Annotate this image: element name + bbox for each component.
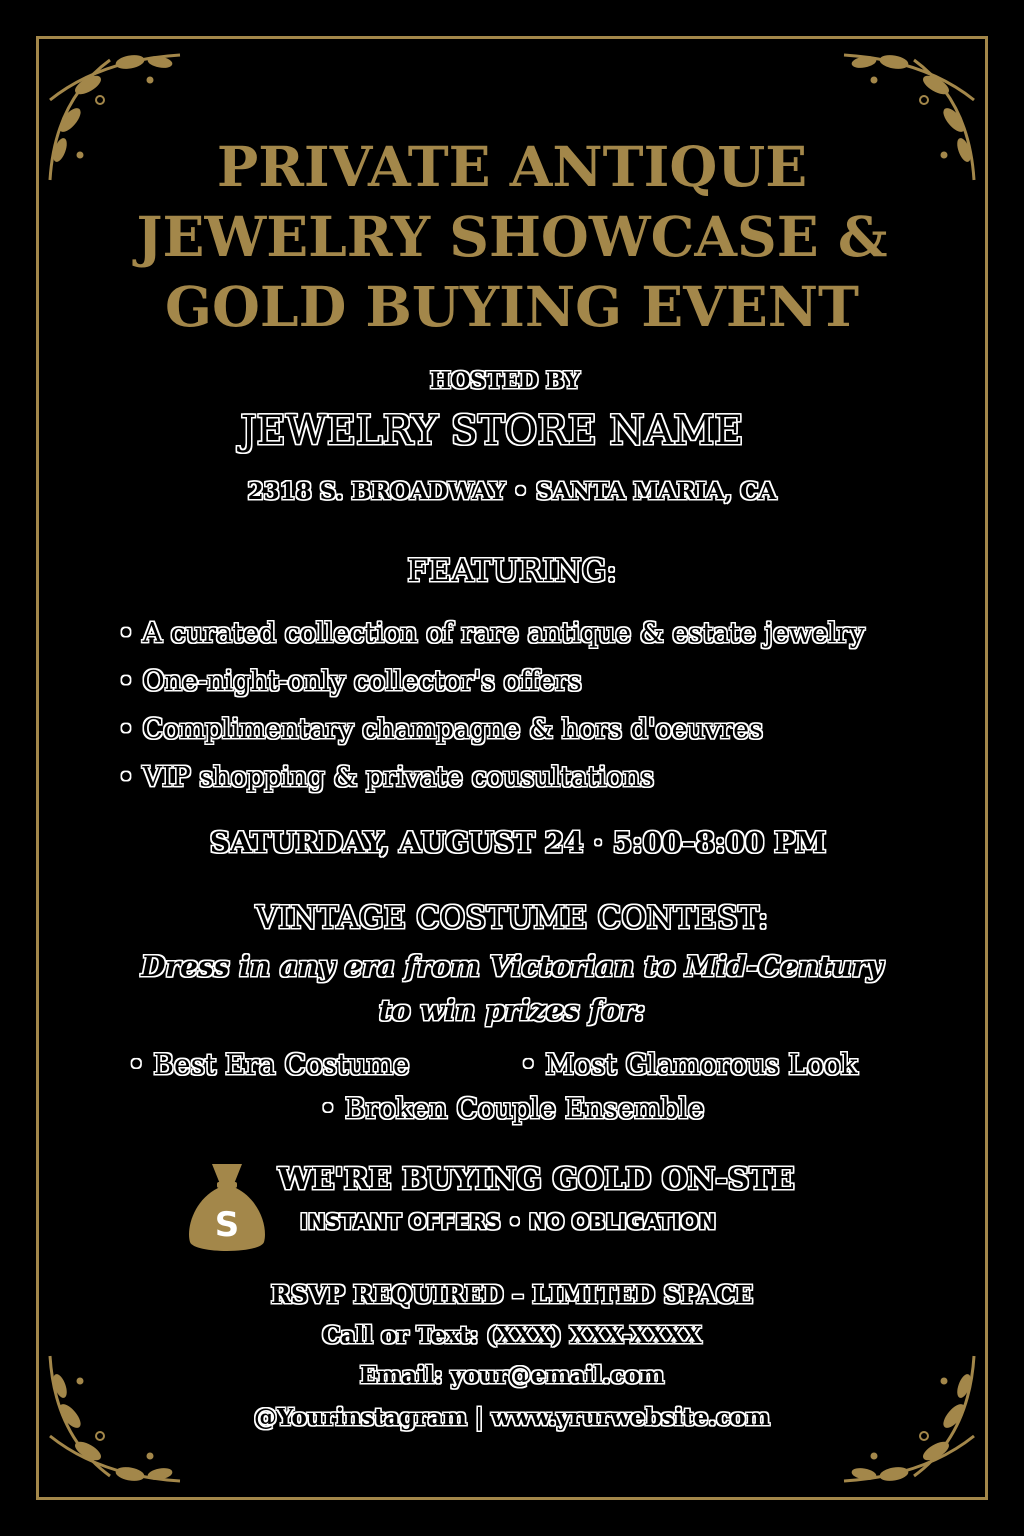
buying-gold-subheading: INSTANT OFFERS • NO OBLIGATION [300, 1210, 717, 1234]
feature-item: • A curated collection of rare antique & estate jewelry [118, 618, 865, 649]
feature-item: • One-night-only collector's offers [118, 666, 582, 697]
featuring-heading: FEATURING: [407, 553, 617, 589]
feature-item: • VIP shopping & private cousultations [118, 762, 655, 793]
event-title-line-2: JEWELRY SHOWCASE & [136, 204, 888, 269]
contest-description-line-1: Dress in any era from Victorian to Mid-Century [141, 950, 883, 983]
contact-email[interactable]: Email: your@email.com [359, 1362, 665, 1389]
money-bag-icon [184, 1158, 270, 1258]
contact-phone[interactable]: Call or Text: (XXX) XXX-XXXX [322, 1322, 702, 1349]
event-date-time: SATURDAY, AUGUST 24 · 5:00–8:00 PM [209, 826, 827, 859]
prize-item: • Best Era Costume [128, 1048, 410, 1081]
event-title-line-3: GOLD BUYING EVENT [165, 274, 859, 339]
rsvp-notice: RSVP REQUIRED – LIMITED SPACE [270, 1280, 754, 1309]
prize-item: • Most Glamorous Look [520, 1048, 858, 1081]
prize-item: • Broken Couple Ensemble [319, 1092, 705, 1125]
hosted-by-label: HOSTED BY [430, 368, 580, 394]
dollar-symbol: S [214, 1205, 240, 1245]
store-address: 2318 S. BROADWAY • SANTA MARIA, CA [247, 478, 777, 505]
feature-item: • Complimentary champagne & hors d'oeuvres [118, 714, 763, 745]
store-name: JEWELRY STORE NAME [240, 408, 744, 454]
features-list [118, 610, 865, 802]
contest-description-line-2: to win prizes for: [378, 994, 646, 1027]
contest-heading: VINTAGE COSTUME CONTEST: [255, 900, 769, 936]
buying-gold-heading: WE'RE BUYING GOLD ON-STE [278, 1162, 795, 1197]
social-and-website[interactable]: @Yourinstagram | www.yrurwebsite.com [254, 1404, 770, 1431]
event-title-line-1: PRIVATE ANTIQUE [216, 134, 808, 199]
